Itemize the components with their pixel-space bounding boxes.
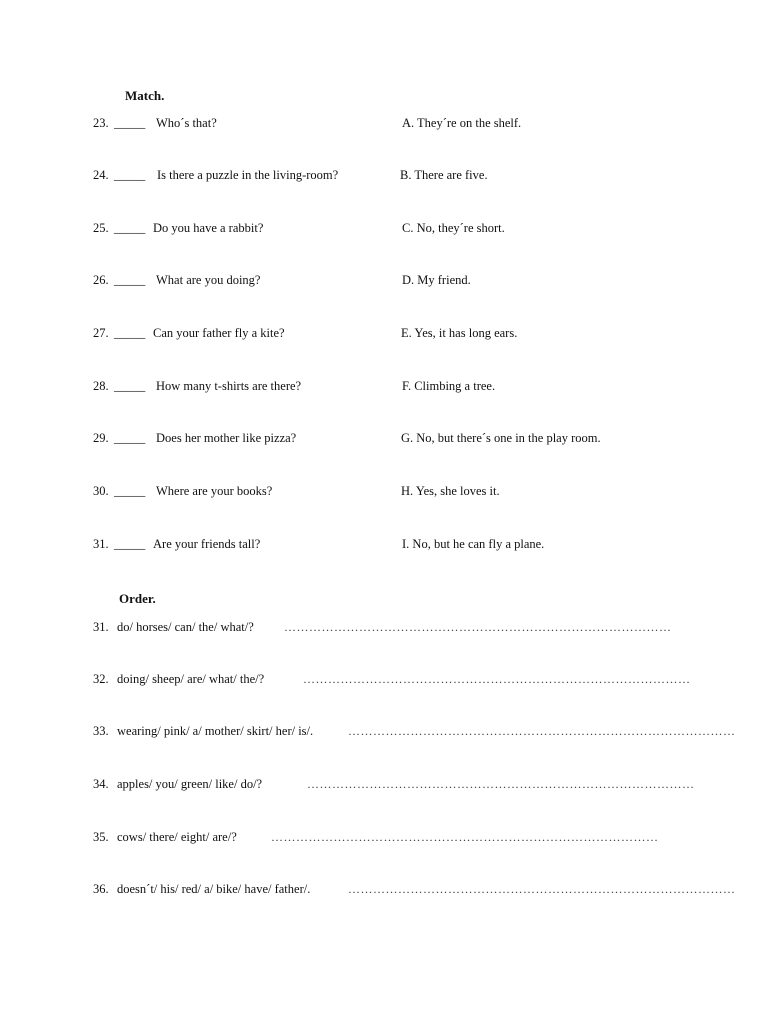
answer-blank[interactable]: _____ <box>114 221 146 235</box>
order-prompt: do/ horses/ can/ the/ what/? <box>117 620 254 634</box>
item-number: 24. <box>93 168 109 182</box>
order-heading: Order. <box>119 591 156 606</box>
answer-line[interactable]: ………………………………………………………………………………… <box>348 724 736 738</box>
answer-blank[interactable]: _____ <box>114 431 146 445</box>
answer-line[interactable]: ………………………………………………………………………………… <box>303 672 691 686</box>
answer-line[interactable]: ………………………………………………………………………………… <box>307 777 695 791</box>
match-question: Is there a puzzle in the living-room? <box>157 168 339 182</box>
answer-line[interactable]: ………………………………………………………………………………… <box>271 830 659 844</box>
match-answer: A. They´re on the shelf. <box>402 116 522 130</box>
order-prompt: doing/ sheep/ are/ what/ the/? <box>117 672 265 686</box>
item-number: 23. <box>93 116 109 130</box>
item-number: 29. <box>93 431 109 445</box>
answer-blank[interactable]: _____ <box>114 379 146 393</box>
item-number: 26. <box>93 273 109 287</box>
answer-blank[interactable]: _____ <box>114 326 146 340</box>
match-answer: H. Yes, she loves it. <box>401 484 500 498</box>
order-prompt: doesn´t/ his/ red/ a/ bike/ have/ father/. <box>117 882 311 896</box>
answer-line[interactable]: ………………………………………………………………………………… <box>348 882 736 896</box>
match-answer: F. Climbing a tree. <box>402 379 496 393</box>
match-question: What are you doing? <box>156 273 261 287</box>
match-answer: E. Yes, it has long ears. <box>401 326 518 340</box>
item-number: 36. <box>93 882 109 896</box>
answer-blank[interactable]: _____ <box>114 484 146 498</box>
match-answer: G. No, but there´s one in the play room. <box>401 431 601 445</box>
match-question: Do you have a rabbit? <box>153 221 264 235</box>
match-question: Can your father fly a kite? <box>153 326 285 340</box>
match-answer: B. There are five. <box>400 168 488 182</box>
item-number: 28. <box>93 379 109 393</box>
answer-blank[interactable]: _____ <box>114 273 146 287</box>
answer-blank[interactable]: _____ <box>114 537 146 551</box>
order-prompt: cows/ there/ eight/ are/? <box>117 830 237 844</box>
item-number: 34. <box>93 777 109 791</box>
item-number: 31. <box>93 620 109 634</box>
item-number: 25. <box>93 221 109 235</box>
item-number: 32. <box>93 672 109 686</box>
match-answer: I. No, but he can fly a plane. <box>402 537 545 551</box>
item-number: 30. <box>93 484 109 498</box>
match-answer: D. My friend. <box>402 273 471 287</box>
answer-line[interactable]: ………………………………………………………………………………… <box>284 620 672 634</box>
answer-blank[interactable]: _____ <box>114 116 146 130</box>
item-number: 27. <box>93 326 109 340</box>
match-question: How many t-shirts are there? <box>156 379 302 393</box>
item-number: 33. <box>93 724 109 738</box>
item-number: 31. <box>93 537 109 551</box>
item-number: 35. <box>93 830 109 844</box>
match-question: Where are your books? <box>156 484 273 498</box>
match-answer: C. No, they´re short. <box>402 221 505 235</box>
order-prompt: wearing/ pink/ a/ mother/ skirt/ her/ is/. <box>117 724 314 738</box>
match-question: Does her mother like pizza? <box>156 431 297 445</box>
match-heading: Match. <box>125 88 165 103</box>
match-question: Are your friends tall? <box>153 537 261 551</box>
order-prompt: apples/ you/ green/ like/ do/? <box>117 777 263 791</box>
answer-blank[interactable]: _____ <box>114 168 146 182</box>
match-question: Who´s that? <box>156 116 217 130</box>
